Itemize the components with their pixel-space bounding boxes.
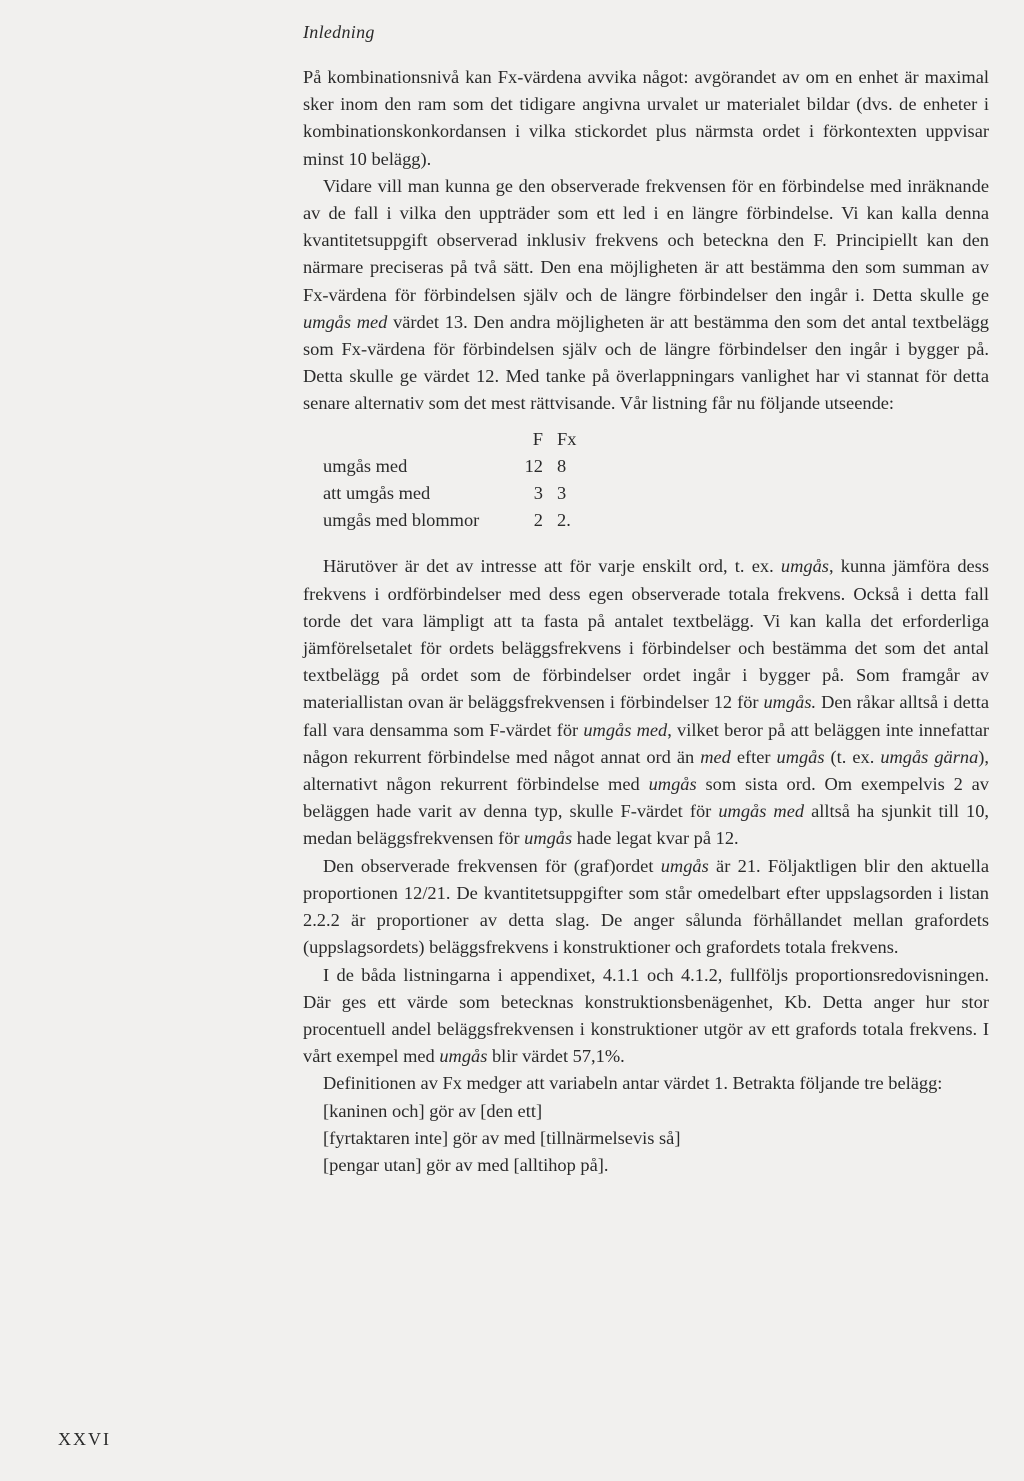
paragraph-2-term-1: umgås med [303,311,388,332]
paragraph-3-text-8: som sista ord. Om exempelvis 2 av beläggen hade varit av denna typ, skulle F-värdet för [303,774,989,822]
paragraph-3-term-4: med [700,746,731,767]
paragraph-3-text-3: Den råkar alltså i detta fall vara densamma som F-värdet för [303,692,989,740]
paragraph-3-text-10: hade legat kvar på 12. [572,828,739,849]
row-label: umgås med blommor [323,510,480,531]
frequency-table-header [323,426,597,453]
paragraph-3-term-7: umgås [648,774,697,795]
paragraph-3-term-2: umgås. [763,692,817,713]
paragraph-5-term-1: umgås [439,1046,488,1067]
paragraph-5-text-1: I de båda listningarna i appendixet, 4.1.1 och 4.1.2, fullföljs proportionsredovisningen. Där ges ett värde som betecknas konstruktionsbenägenhet, Kb. Detta anger hur stor procentuell andel beläggsfrekvensen i konstruktioner utgör av ett grafords totala frekvens. I vårt exempel med [303,964,989,1067]
row-f-value: 12 [524,455,543,476]
paragraph-3-text-2: , kunna jämföra dess frekvens i ordförbindelser med dess egen observerade totala frekvens. Också i detta fall torde det vara lämpligt att ta fasta på antalet textbelägg. Vi kan kalla det erforderliga jämförelsetalet för ordets beläggsfrekvens i förbindelser och bestämma det som det antal textbelägg på ordet som de förbindelser ordet ingår i bygger på. Som framgår av materiallistan ovan är beläggsfrekvensen i förbindelser 12 för [303,556,989,713]
paragraph-6: Definitionen av Fx medger att variabeln antar värdet 1. Betrakta följande tre belägg: [323,1073,943,1094]
header-empty-cell [323,426,507,453]
table-row [323,453,597,480]
paragraph-2-text-1: Vidare vill man kunna ge den observerade frekvensen för en förbindelse med inräknande av de fall i vilka den uppträder som ett led i en längre förbindelse. Vi kan kalla denna kvantitetsuppgift observerad inklusiv frekvens och beteckna den F. Principiellt kan den närmare preciseras på två sätt. Den ena möjligheten är att bestämma den som summan av Fx-värdena för förbindelsen själv och de längre förbindelser den ingår i. Detta skulle ge [303,175,989,305]
row-label: umgås med [323,455,408,476]
paragraph-3-text-9: alltså ha sjunkit till 10, medan beläggsfrekvensen för [303,801,990,849]
paragraph-3-term-1: umgås [780,556,829,577]
body-text [303,64,989,1179]
page-number: XXVI [58,1429,111,1449]
paragraph-3-text-1: Härutöver är det av intresse att för varje enskilt ord, t. ex. [323,556,781,577]
table-row [323,507,597,534]
row-fx-value: 8 [557,455,567,476]
paragraph-2-text-2: värdet 13. Den andra möjligheten är att bestämma den som det antal textbelägg som Fx-värdena för förbindelsen själv och de längre förbindelser den ingår i bygger på. Detta skulle ge värdet 12. Med tanke på överlappningars vanlighet har vi stannat för detta senare alternativ som det mest rättvisande. Vår listning får nu följande utseende: [303,311,990,414]
example-line: [pengar utan] gör av med [alltihop på]. [323,1154,609,1175]
paragraph-4-text-2: är 21. Följaktligen blir den aktuella proportionen 12/21. De kvantitetsuppgifter som står omedelbart efter uppslagsorden i listan 2.2.2 är proportioner av detta slag. De anger sålunda förhållandet mellan grafordets (uppslagsordets) beläggsfrekvens i konstruktioner och grafordets totala frekvens. [303,855,990,958]
paragraph-3-term-8: umgås med [718,801,805,822]
paragraph-3-text-4: , vilket beror på att beläggen inte innefattar någon rekurrent förbindelse med något annat ord än [303,719,989,767]
paragraph-4-text-1: Den observerade frekvensen för (graf)ordet [323,855,661,876]
example-line: [fyrtaktaren inte] gör av med [tillnärmelsevis så] [323,1127,681,1148]
paragraph-3 [303,553,989,852]
paragraph-2 [303,173,989,418]
row-f-value: 3 [533,483,543,504]
paragraph-3-text-7: ), alternativt någon rekurrent förbindelse med [303,746,989,795]
paragraph-3-term-3: umgås med [583,719,668,740]
running-head: Inledning [303,22,375,42]
paragraph-5 [303,962,989,1071]
paragraph-3-text-6: (t. ex. [824,746,881,767]
row-f-value: 2 [533,510,543,531]
paragraph-4-term-1: umgås [660,855,709,876]
row-fx-value: 2. [557,510,571,531]
frequency-table [323,426,597,535]
paragraph-1: På kombinationsnivå kan Fx-värdena avvika något: avgörandet av om en enhet är maximal sker inom den ram som det tidigare angivna urvalet ur materialet bildar (dvs. de enheter i kombinationskonkordansen i vilka stickordet plus närmsta ordet i förkontexten uppvisar minst 10 belägg). [303,67,989,169]
header-fx: Fx [557,428,577,449]
example-line: [kaninen och] gör av [den ett] [323,1100,543,1121]
paragraph-5-text-2: blir värdet 57,1%. [487,1046,625,1067]
paragraph-3-term-6: umgås gärna [880,746,979,767]
header-f: F [532,428,543,449]
table-row [323,480,597,507]
paragraph-3-text-5: efter [730,746,777,767]
paragraph-3-term-5: umgås [776,746,825,767]
paragraph-3-term-9: umgås [524,828,573,849]
paragraph-4 [303,853,989,962]
row-label: att umgås med [323,483,431,504]
row-fx-value: 3 [557,483,567,504]
